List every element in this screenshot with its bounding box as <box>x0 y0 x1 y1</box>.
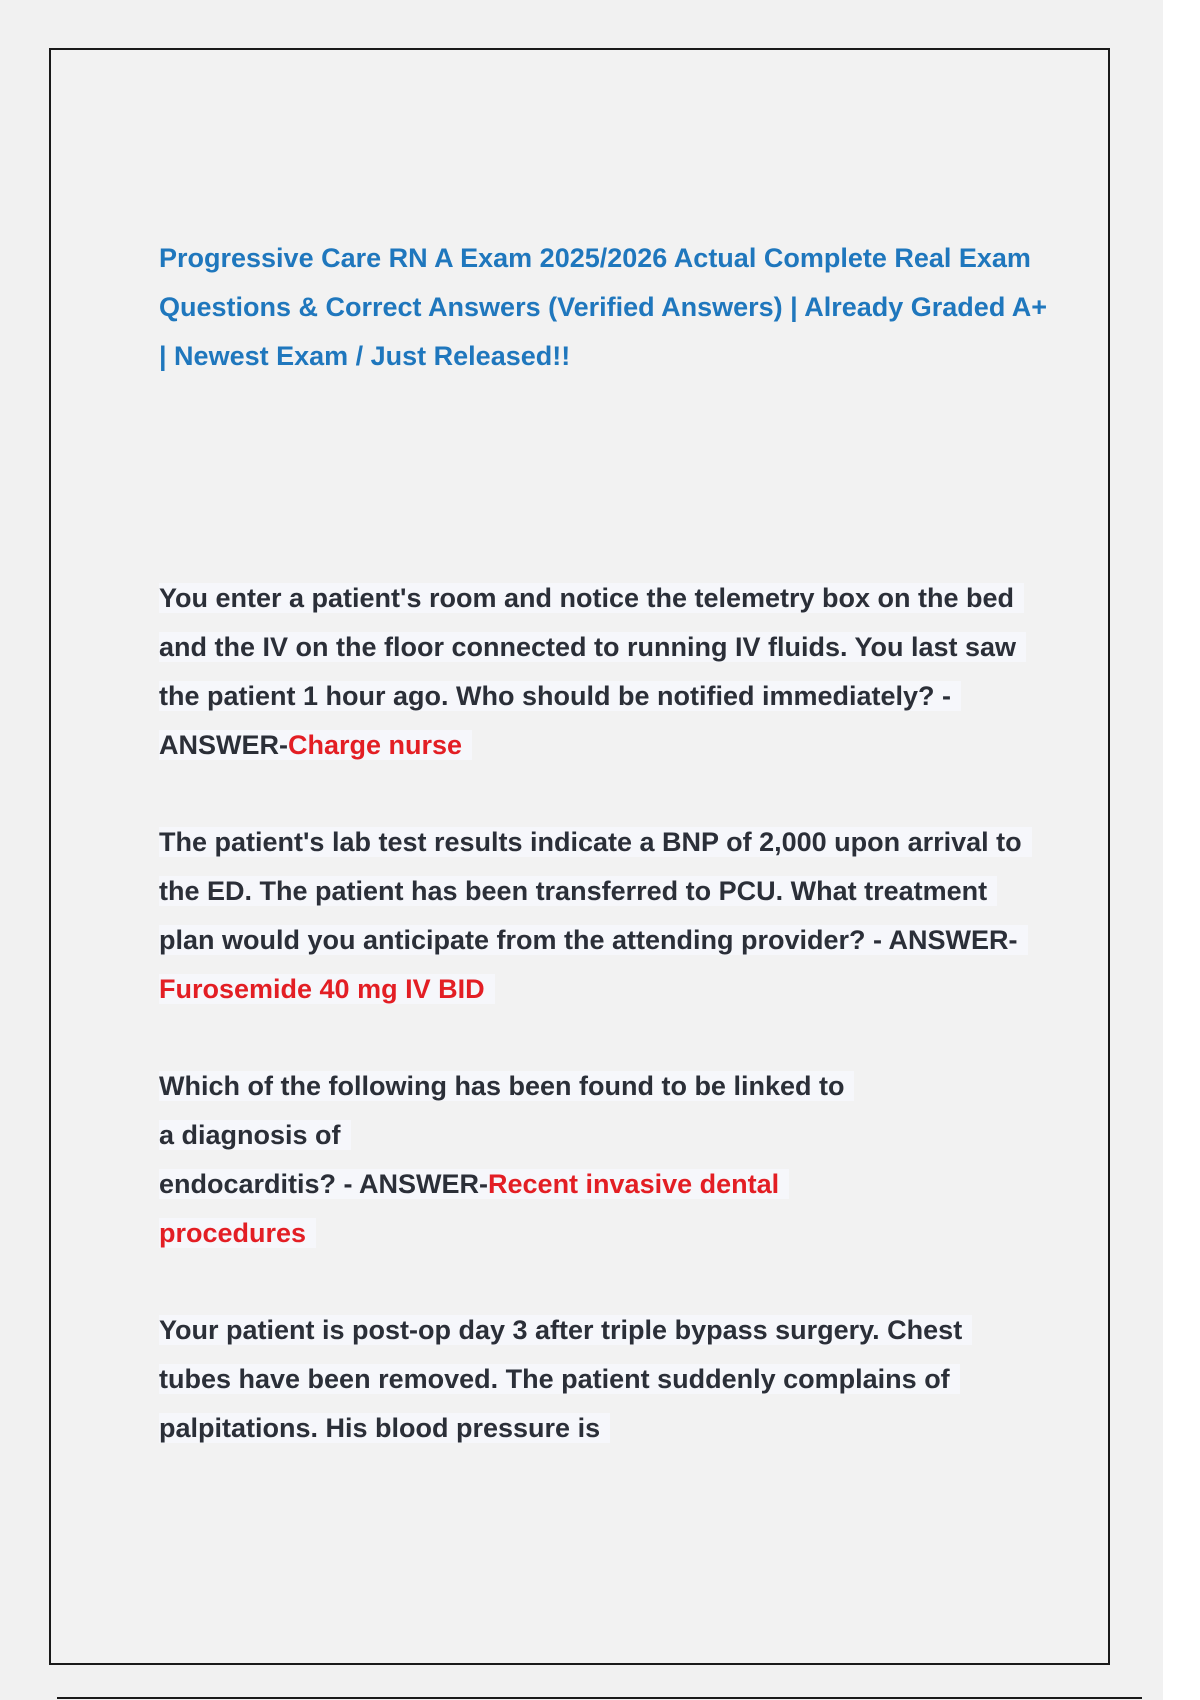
question-text: You enter a patient's room and notice the telemetry box on the bed and the IV on the floor connected to running IV fluids. You last saw the patient 1 hour ago. Who should be notified immediately? <box>159 583 1017 711</box>
answer-prefix: - ANSWER- <box>336 1169 489 1199</box>
question-text-line-2: a diagnosis of <box>159 1120 341 1150</box>
qa-item-4 <box>159 1306 1039 1453</box>
question-text: The patient's lab test results indicate a BNP of 2,000 upon arrival to the ED. The patient has been transferred to PCU. What treatment plan would you anticipate from the attending provider? <box>159 827 1022 955</box>
question-text-line-3: endocarditis? <box>159 1169 337 1199</box>
qa-item-3 <box>159 1062 919 1258</box>
answer-text: Recent invasive dental procedures <box>159 1169 780 1248</box>
document-title: Progressive Care RN A Exam 2025/2026 Actual Complete Real Exam Questions & Correct Answers (Verified Answers) | Already Graded A+ | Newest Exam / Just Released!! <box>159 243 1048 371</box>
page-edge-strip <box>1163 0 1200 1700</box>
bottom-divider <box>57 1697 1142 1699</box>
question-text: Your patient is post-op day 3 after triple bypass surgery. Chest tubes have been removed. The patient suddenly complains of palpitations. His blood pressure is <box>159 1315 963 1443</box>
question-text-line-1: Which of the following has been found to be linked to <box>159 1071 845 1101</box>
answer-prefix: - ANSWER- <box>159 681 952 760</box>
qa-item-2 <box>159 818 1039 1014</box>
qa-item-1 <box>159 574 1039 770</box>
document-page <box>49 48 1110 1665</box>
answer-text: Charge nurse <box>288 730 463 760</box>
answer-prefix: - ANSWER- <box>865 925 1018 955</box>
answer-text: Furosemide 40 mg IV BID <box>159 974 485 1004</box>
